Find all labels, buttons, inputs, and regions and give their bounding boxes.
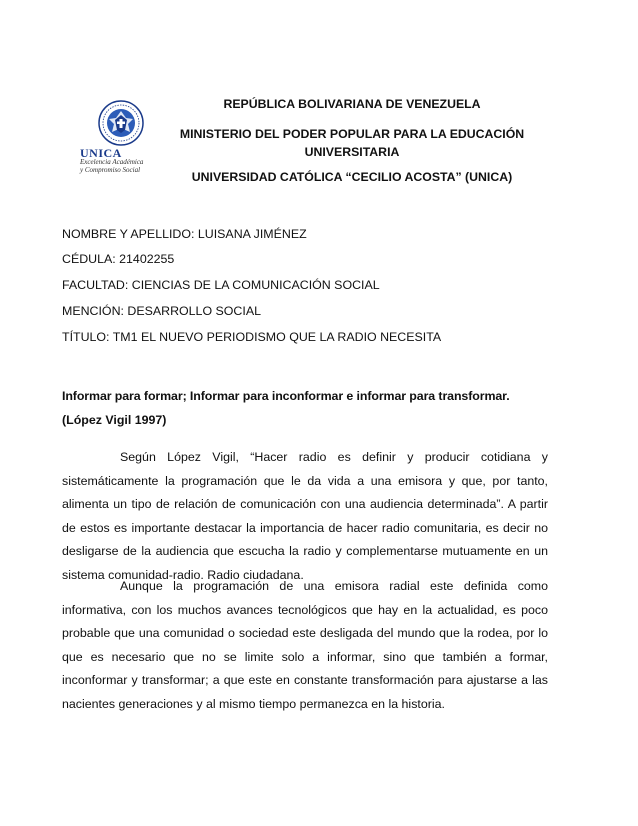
logo-name: UNICA xyxy=(80,146,122,160)
field-mention: MENCIÓN: DESARROLLO SOCIAL xyxy=(62,304,261,318)
essay-subtitle xyxy=(62,384,548,432)
field-student-name: NOMBRE Y APELLIDO: LUISANA JIMÉNEZ xyxy=(62,227,307,241)
header-ministry: MINISTERIO DEL PODER POPULAR PARA LA EDUCACIÓN xyxy=(179,127,525,141)
essay-paragraph-1: Según López Vigil, “Hacer radio es definir y producir cotidiana y sistemáticamente la programación que le da vida a una emisora y que, por tanto, alimenta un tipo de relación de comunicación con una audiencia determinada”. A partir de estos es importante destacar la importancia de hacer radio comunitaria, es decir no desligarse de la audiencia que escucha la radio y complementarse mutuamente en un sistema comunidad-radio. Radio ciudadana. xyxy=(62,450,548,582)
header-ministry-cont: UNIVERSITARIA xyxy=(304,145,400,159)
essay-subtitle-line1: Informar para formar; Informar para inconformar e informar para transformar. xyxy=(62,389,510,403)
university-seal-icon xyxy=(98,100,144,146)
field-id-number: CÉDULA: 21402255 xyxy=(62,252,175,266)
logo-motto xyxy=(80,158,143,174)
logo-motto-line1: Excelencia Académica xyxy=(80,158,144,166)
essay-subtitle-line2: (López Vigil 1997) xyxy=(62,413,167,427)
header-university: UNIVERSIDAD CATÓLICA “CECILIO ACOSTA” (UNICA) xyxy=(191,170,513,184)
university-logo xyxy=(80,100,162,178)
logo-motto-line2: y Compromiso Social xyxy=(80,166,141,174)
essay-paragraph-2: Aunque la programación de una emisora radial este definida como informativa, con los muchos avances tecnológicos que hay en la actualidad, es poco probable que una comunidad o sociedad este desligada del mundo que la rodea, por lo que es necesario que no se limite solo a informar, sino que también a formar, inconformar y transformar; a que este en constante transformación para ajustarse a las nacientes generaciones y al mismo tiempo permanezca en la historia. xyxy=(62,579,548,711)
field-faculty: FACULTAD: CIENCIAS DE LA COMUNICACIÓN SOCIAL xyxy=(62,278,380,292)
field-title: TÍTULO: TM1 EL NUEVO PERIODISMO QUE LA RADIO NECESITA xyxy=(62,330,442,344)
header-republic: REPÚBLICA BOLIVARIANA DE VENEZUELA xyxy=(223,97,481,111)
